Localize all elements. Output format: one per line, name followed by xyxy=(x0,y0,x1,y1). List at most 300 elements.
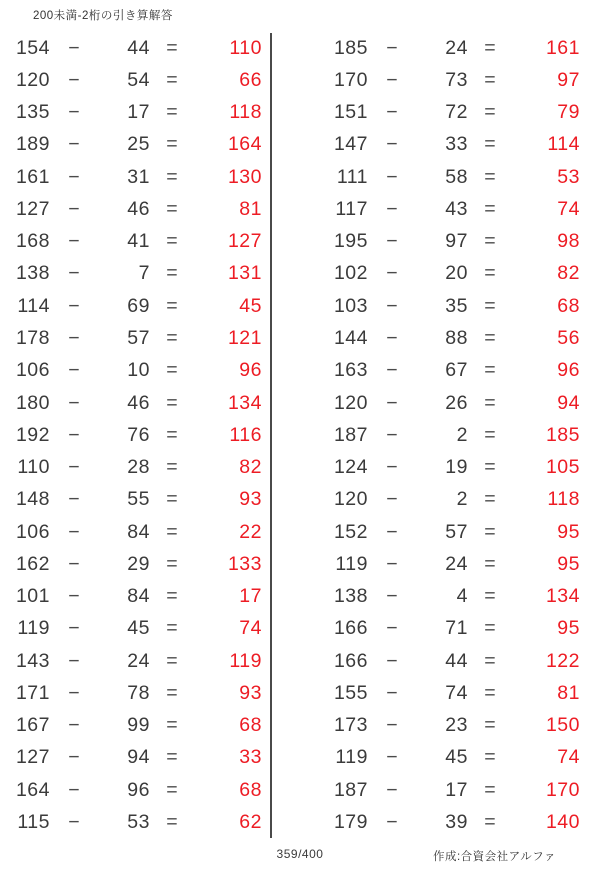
answer-value: 82 xyxy=(239,456,262,479)
minuend-value: 178 xyxy=(15,327,50,350)
equals-sign: = xyxy=(484,681,496,704)
subtrahend-value: 24 xyxy=(445,552,468,575)
problem-row xyxy=(328,226,580,258)
subtrahend-value: 33 xyxy=(445,133,468,156)
answer-value: 114 xyxy=(547,133,580,156)
subtrahend-value: 44 xyxy=(445,649,468,672)
minus-sign: − xyxy=(386,778,398,801)
answer-value: 97 xyxy=(557,68,580,91)
problem-row xyxy=(10,645,262,677)
minus-sign: − xyxy=(386,165,398,188)
equals-sign: = xyxy=(166,133,178,156)
minuend-value: 164 xyxy=(15,778,50,801)
minuend-value: 144 xyxy=(333,327,368,350)
subtrahend-value: 78 xyxy=(127,681,150,704)
equals-sign: = xyxy=(166,714,178,737)
minuend-value: 152 xyxy=(333,520,368,543)
minus-sign: − xyxy=(386,649,398,672)
subtrahend-value: 29 xyxy=(127,552,150,575)
minus-sign: − xyxy=(68,262,80,285)
equals-sign: = xyxy=(166,294,178,317)
subtrahend-value: 35 xyxy=(445,294,468,317)
equals-sign: = xyxy=(484,68,496,91)
equals-sign: = xyxy=(484,327,496,350)
minuend-value: 161 xyxy=(15,165,50,188)
minuend-value: 154 xyxy=(15,36,50,59)
minuend-value: 120 xyxy=(333,488,368,511)
problem-row xyxy=(10,613,262,645)
equals-sign: = xyxy=(166,165,178,188)
minuend-value: 162 xyxy=(15,552,50,575)
minus-sign: − xyxy=(68,746,80,769)
problem-row xyxy=(328,742,580,774)
equals-sign: = xyxy=(166,359,178,382)
answer-value: 127 xyxy=(227,230,262,253)
subtrahend-value: 97 xyxy=(445,230,468,253)
minuend-value: 187 xyxy=(333,778,368,801)
answer-value: 96 xyxy=(557,359,580,382)
minus-sign: − xyxy=(68,423,80,446)
equals-sign: = xyxy=(166,68,178,91)
subtrahend-value: 71 xyxy=(445,617,468,640)
problem-row xyxy=(10,258,262,290)
equals-sign: = xyxy=(166,327,178,350)
minus-sign: − xyxy=(386,811,398,833)
answer-value: 74 xyxy=(557,197,580,220)
minuend-value: 143 xyxy=(15,649,50,672)
subtrahend-value: 84 xyxy=(127,585,150,608)
subtrahend-value: 41 xyxy=(127,230,150,253)
problem-row xyxy=(10,581,262,613)
problem-row xyxy=(328,97,580,129)
minus-sign: − xyxy=(68,552,80,575)
subtrahend-value: 2 xyxy=(456,488,468,511)
minuend-value: 110 xyxy=(17,456,50,479)
equals-sign: = xyxy=(484,101,496,124)
answer-value: 119 xyxy=(229,649,262,672)
answer-value: 22 xyxy=(239,520,262,543)
subtrahend-value: 4 xyxy=(456,585,468,608)
equals-sign: = xyxy=(484,746,496,769)
minus-sign: − xyxy=(386,262,398,285)
subtrahend-value: 28 xyxy=(127,456,150,479)
subtrahend-value: 39 xyxy=(445,811,468,833)
problem-row xyxy=(328,806,580,838)
answer-value: 45 xyxy=(239,294,262,317)
problem-row xyxy=(10,548,262,580)
answer-value: 164 xyxy=(227,133,262,156)
subtrahend-value: 67 xyxy=(445,359,468,382)
subtrahend-value: 24 xyxy=(127,649,150,672)
minuend-value: 119 xyxy=(335,552,368,575)
problem-row xyxy=(10,516,262,548)
minus-sign: − xyxy=(68,617,80,640)
minus-sign: − xyxy=(68,327,80,350)
equals-sign: = xyxy=(484,456,496,479)
minuend-value: 106 xyxy=(15,359,50,382)
subtrahend-value: 73 xyxy=(445,68,468,91)
subtrahend-value: 7 xyxy=(138,262,150,285)
minus-sign: − xyxy=(68,294,80,317)
subtrahend-value: 99 xyxy=(127,714,150,737)
problem-row xyxy=(10,161,262,193)
problem-row xyxy=(328,161,580,193)
minuend-value: 117 xyxy=(335,197,368,220)
minuend-value: 101 xyxy=(15,585,50,608)
equals-sign: = xyxy=(484,359,496,382)
problem-row xyxy=(10,451,262,483)
subtrahend-value: 19 xyxy=(445,456,468,479)
equals-sign: = xyxy=(484,811,496,833)
answer-value: 33 xyxy=(239,746,262,769)
equals-sign: = xyxy=(484,391,496,414)
answer-value: 131 xyxy=(227,262,262,285)
subtrahend-value: 44 xyxy=(127,36,150,59)
equals-sign: = xyxy=(166,262,178,285)
equals-sign: = xyxy=(484,617,496,640)
problem-row xyxy=(328,774,580,806)
minus-sign: − xyxy=(386,552,398,575)
equals-sign: = xyxy=(166,456,178,479)
equals-sign: = xyxy=(166,101,178,124)
answer-value: 161 xyxy=(545,36,580,59)
equals-sign: = xyxy=(166,778,178,801)
problem-row xyxy=(10,355,262,387)
minuend-value: 173 xyxy=(333,714,368,737)
minuend-value: 189 xyxy=(15,133,50,156)
minuend-value: 195 xyxy=(333,230,368,253)
minuend-value: 102 xyxy=(333,262,368,285)
problem-row xyxy=(328,258,580,290)
answer-value: 81 xyxy=(557,681,580,704)
equals-sign: = xyxy=(166,649,178,672)
answer-value: 185 xyxy=(545,423,580,446)
problem-row xyxy=(10,226,262,258)
problem-row xyxy=(10,64,262,96)
minuend-value: 170 xyxy=(333,68,368,91)
minus-sign: − xyxy=(386,101,398,124)
minus-sign: − xyxy=(68,585,80,608)
minus-sign: − xyxy=(68,811,80,833)
equals-sign: = xyxy=(166,746,178,769)
answer-value: 98 xyxy=(557,230,580,253)
subtrahend-value: 76 xyxy=(127,423,150,446)
problems-column-right xyxy=(328,32,580,839)
subtrahend-value: 58 xyxy=(445,165,468,188)
minus-sign: − xyxy=(386,294,398,317)
minuend-value: 166 xyxy=(333,617,368,640)
subtrahend-value: 45 xyxy=(445,746,468,769)
answer-value: 170 xyxy=(545,778,580,801)
minuend-value: 114 xyxy=(17,294,50,317)
problem-row xyxy=(328,548,580,580)
minus-sign: − xyxy=(68,230,80,253)
minus-sign: − xyxy=(68,778,80,801)
equals-sign: = xyxy=(484,165,496,188)
equals-sign: = xyxy=(166,36,178,59)
column-divider xyxy=(270,33,272,838)
problem-row xyxy=(328,419,580,451)
equals-sign: = xyxy=(166,391,178,414)
answer-value: 134 xyxy=(227,391,262,414)
answer-value: 74 xyxy=(239,617,262,640)
problem-row xyxy=(328,64,580,96)
equals-sign: = xyxy=(484,488,496,511)
equals-sign: = xyxy=(166,488,178,511)
minus-sign: − xyxy=(386,714,398,737)
minus-sign: − xyxy=(68,197,80,220)
page-number: 359/400 xyxy=(276,847,324,861)
answer-value: 68 xyxy=(557,294,580,317)
subtrahend-value: 20 xyxy=(445,262,468,285)
minus-sign: − xyxy=(68,391,80,414)
subtrahend-value: 72 xyxy=(445,101,468,124)
answer-value: 66 xyxy=(239,68,262,91)
problem-row xyxy=(328,290,580,322)
minuend-value: 171 xyxy=(15,681,50,704)
answer-value: 110 xyxy=(229,36,262,59)
minuend-value: 138 xyxy=(15,262,50,285)
problem-row xyxy=(10,290,262,322)
subtrahend-value: 23 xyxy=(445,714,468,737)
subtrahend-value: 57 xyxy=(445,520,468,543)
minuend-value: 120 xyxy=(333,391,368,414)
equals-sign: = xyxy=(166,585,178,608)
problem-row xyxy=(328,581,580,613)
subtrahend-value: 24 xyxy=(445,36,468,59)
minuend-value: 119 xyxy=(17,617,50,640)
minuend-value: 120 xyxy=(15,68,50,91)
answer-value: 105 xyxy=(545,456,580,479)
problem-row xyxy=(328,355,580,387)
minuend-value: 168 xyxy=(15,230,50,253)
minus-sign: − xyxy=(386,617,398,640)
minus-sign: − xyxy=(386,68,398,91)
problem-row xyxy=(328,387,580,419)
answer-value: 118 xyxy=(229,101,262,124)
minus-sign: − xyxy=(386,520,398,543)
minus-sign: − xyxy=(68,488,80,511)
subtrahend-value: 31 xyxy=(127,165,150,188)
answer-value: 53 xyxy=(557,165,580,188)
equals-sign: = xyxy=(166,552,178,575)
subtrahend-value: 25 xyxy=(127,133,150,156)
equals-sign: = xyxy=(484,133,496,156)
answer-value: 74 xyxy=(557,746,580,769)
answer-value: 93 xyxy=(239,488,262,511)
problem-row xyxy=(10,129,262,161)
minuend-value: 106 xyxy=(15,520,50,543)
minus-sign: − xyxy=(386,230,398,253)
minuend-value: 179 xyxy=(333,811,368,833)
minuend-value: 103 xyxy=(333,294,368,317)
subtrahend-value: 54 xyxy=(127,68,150,91)
problem-row xyxy=(10,97,262,129)
problem-row xyxy=(328,613,580,645)
minus-sign: − xyxy=(386,746,398,769)
problem-row xyxy=(10,32,262,64)
problem-row xyxy=(10,193,262,225)
equals-sign: = xyxy=(166,197,178,220)
problem-row xyxy=(10,419,262,451)
answer-value: 116 xyxy=(229,423,262,446)
page-title: 200未満-2桁の引き算解答 xyxy=(33,10,173,22)
answer-value: 150 xyxy=(545,714,580,737)
minuend-value: 135 xyxy=(15,101,50,124)
equals-sign: = xyxy=(166,423,178,446)
subtrahend-value: 57 xyxy=(127,327,150,350)
minus-sign: − xyxy=(386,359,398,382)
problem-row xyxy=(10,806,262,838)
answer-value: 96 xyxy=(239,359,262,382)
equals-sign: = xyxy=(166,230,178,253)
subtrahend-value: 69 xyxy=(127,294,150,317)
answer-value: 94 xyxy=(557,391,580,414)
answer-value: 140 xyxy=(545,811,580,833)
minus-sign: − xyxy=(68,68,80,91)
minuend-value: 124 xyxy=(333,456,368,479)
problem-row xyxy=(10,742,262,774)
answer-value: 82 xyxy=(557,262,580,285)
minuend-value: 187 xyxy=(333,423,368,446)
subtrahend-value: 84 xyxy=(127,520,150,543)
credit-text: 作成:合資会社アルファ xyxy=(432,851,556,863)
minuend-value: 138 xyxy=(333,585,368,608)
answer-value: 95 xyxy=(557,617,580,640)
minuend-value: 115 xyxy=(17,811,50,833)
minuend-value: 163 xyxy=(333,359,368,382)
answer-value: 56 xyxy=(557,327,580,350)
subtrahend-value: 96 xyxy=(127,778,150,801)
subtrahend-value: 88 xyxy=(445,327,468,350)
problem-row xyxy=(10,484,262,516)
answer-value: 17 xyxy=(239,585,262,608)
problem-row xyxy=(328,516,580,548)
problem-row xyxy=(328,32,580,64)
problem-row xyxy=(328,710,580,742)
minuend-value: 155 xyxy=(333,681,368,704)
minuend-value: 185 xyxy=(333,36,368,59)
subtrahend-value: 45 xyxy=(127,617,150,640)
minus-sign: − xyxy=(68,681,80,704)
equals-sign: = xyxy=(484,520,496,543)
equals-sign: = xyxy=(484,649,496,672)
problem-row xyxy=(328,484,580,516)
subtrahend-value: 17 xyxy=(127,101,150,124)
subtrahend-value: 53 xyxy=(127,811,150,833)
equals-sign: = xyxy=(484,197,496,220)
answer-value: 62 xyxy=(239,811,262,833)
minus-sign: − xyxy=(68,101,80,124)
minus-sign: − xyxy=(68,520,80,543)
minus-sign: − xyxy=(386,585,398,608)
problem-row xyxy=(10,677,262,709)
answer-value: 95 xyxy=(557,520,580,543)
minuend-value: 180 xyxy=(15,391,50,414)
equals-sign: = xyxy=(484,585,496,608)
answer-value: 95 xyxy=(557,552,580,575)
minus-sign: − xyxy=(68,456,80,479)
answer-value: 79 xyxy=(557,101,580,124)
answer-value: 118 xyxy=(547,488,580,511)
subtrahend-value: 55 xyxy=(127,488,150,511)
subtrahend-value: 74 xyxy=(445,681,468,704)
equals-sign: = xyxy=(166,520,178,543)
minus-sign: − xyxy=(68,714,80,737)
minuend-value: 151 xyxy=(333,101,368,124)
problem-row xyxy=(328,677,580,709)
problem-row xyxy=(328,129,580,161)
answer-value: 133 xyxy=(227,552,262,575)
answer-value: 68 xyxy=(239,714,262,737)
equals-sign: = xyxy=(166,811,178,833)
minus-sign: − xyxy=(68,359,80,382)
minus-sign: − xyxy=(68,649,80,672)
minus-sign: − xyxy=(386,197,398,220)
minus-sign: − xyxy=(68,133,80,156)
equals-sign: = xyxy=(166,617,178,640)
problem-row xyxy=(10,774,262,806)
minuend-value: 167 xyxy=(15,714,50,737)
problems-column-left xyxy=(10,32,262,839)
problem-row xyxy=(10,387,262,419)
minus-sign: − xyxy=(386,36,398,59)
minus-sign: − xyxy=(386,681,398,704)
equals-sign: = xyxy=(484,778,496,801)
minuend-value: 119 xyxy=(335,746,368,769)
answer-value: 134 xyxy=(545,585,580,608)
equals-sign: = xyxy=(166,681,178,704)
minus-sign: − xyxy=(386,423,398,446)
answer-value: 68 xyxy=(239,778,262,801)
answer-value: 130 xyxy=(227,165,262,188)
problem-row xyxy=(328,645,580,677)
subtrahend-value: 94 xyxy=(127,746,150,769)
minuend-value: 192 xyxy=(15,423,50,446)
minus-sign: − xyxy=(386,327,398,350)
equals-sign: = xyxy=(484,552,496,575)
minus-sign: − xyxy=(386,488,398,511)
equals-sign: = xyxy=(484,714,496,737)
equals-sign: = xyxy=(484,294,496,317)
minuend-value: 147 xyxy=(333,133,368,156)
equals-sign: = xyxy=(484,423,496,446)
minus-sign: − xyxy=(68,165,80,188)
subtrahend-value: 46 xyxy=(127,197,150,220)
equals-sign: = xyxy=(484,36,496,59)
minuend-value: 127 xyxy=(15,197,50,220)
problem-row xyxy=(328,193,580,225)
problem-row xyxy=(328,322,580,354)
minuend-value: 111 xyxy=(336,165,368,188)
subtrahend-value: 46 xyxy=(127,391,150,414)
subtrahend-value: 43 xyxy=(445,197,468,220)
minus-sign: − xyxy=(386,133,398,156)
problem-row xyxy=(328,451,580,483)
minuend-value: 148 xyxy=(15,488,50,511)
minuend-value: 166 xyxy=(333,649,368,672)
equals-sign: = xyxy=(484,230,496,253)
subtrahend-value: 26 xyxy=(445,391,468,414)
subtrahend-value: 17 xyxy=(445,778,468,801)
answer-value: 93 xyxy=(239,681,262,704)
minuend-value: 127 xyxy=(15,746,50,769)
minus-sign: − xyxy=(68,36,80,59)
minus-sign: − xyxy=(386,391,398,414)
answer-value: 122 xyxy=(545,649,580,672)
minus-sign: − xyxy=(386,456,398,479)
equals-sign: = xyxy=(484,262,496,285)
